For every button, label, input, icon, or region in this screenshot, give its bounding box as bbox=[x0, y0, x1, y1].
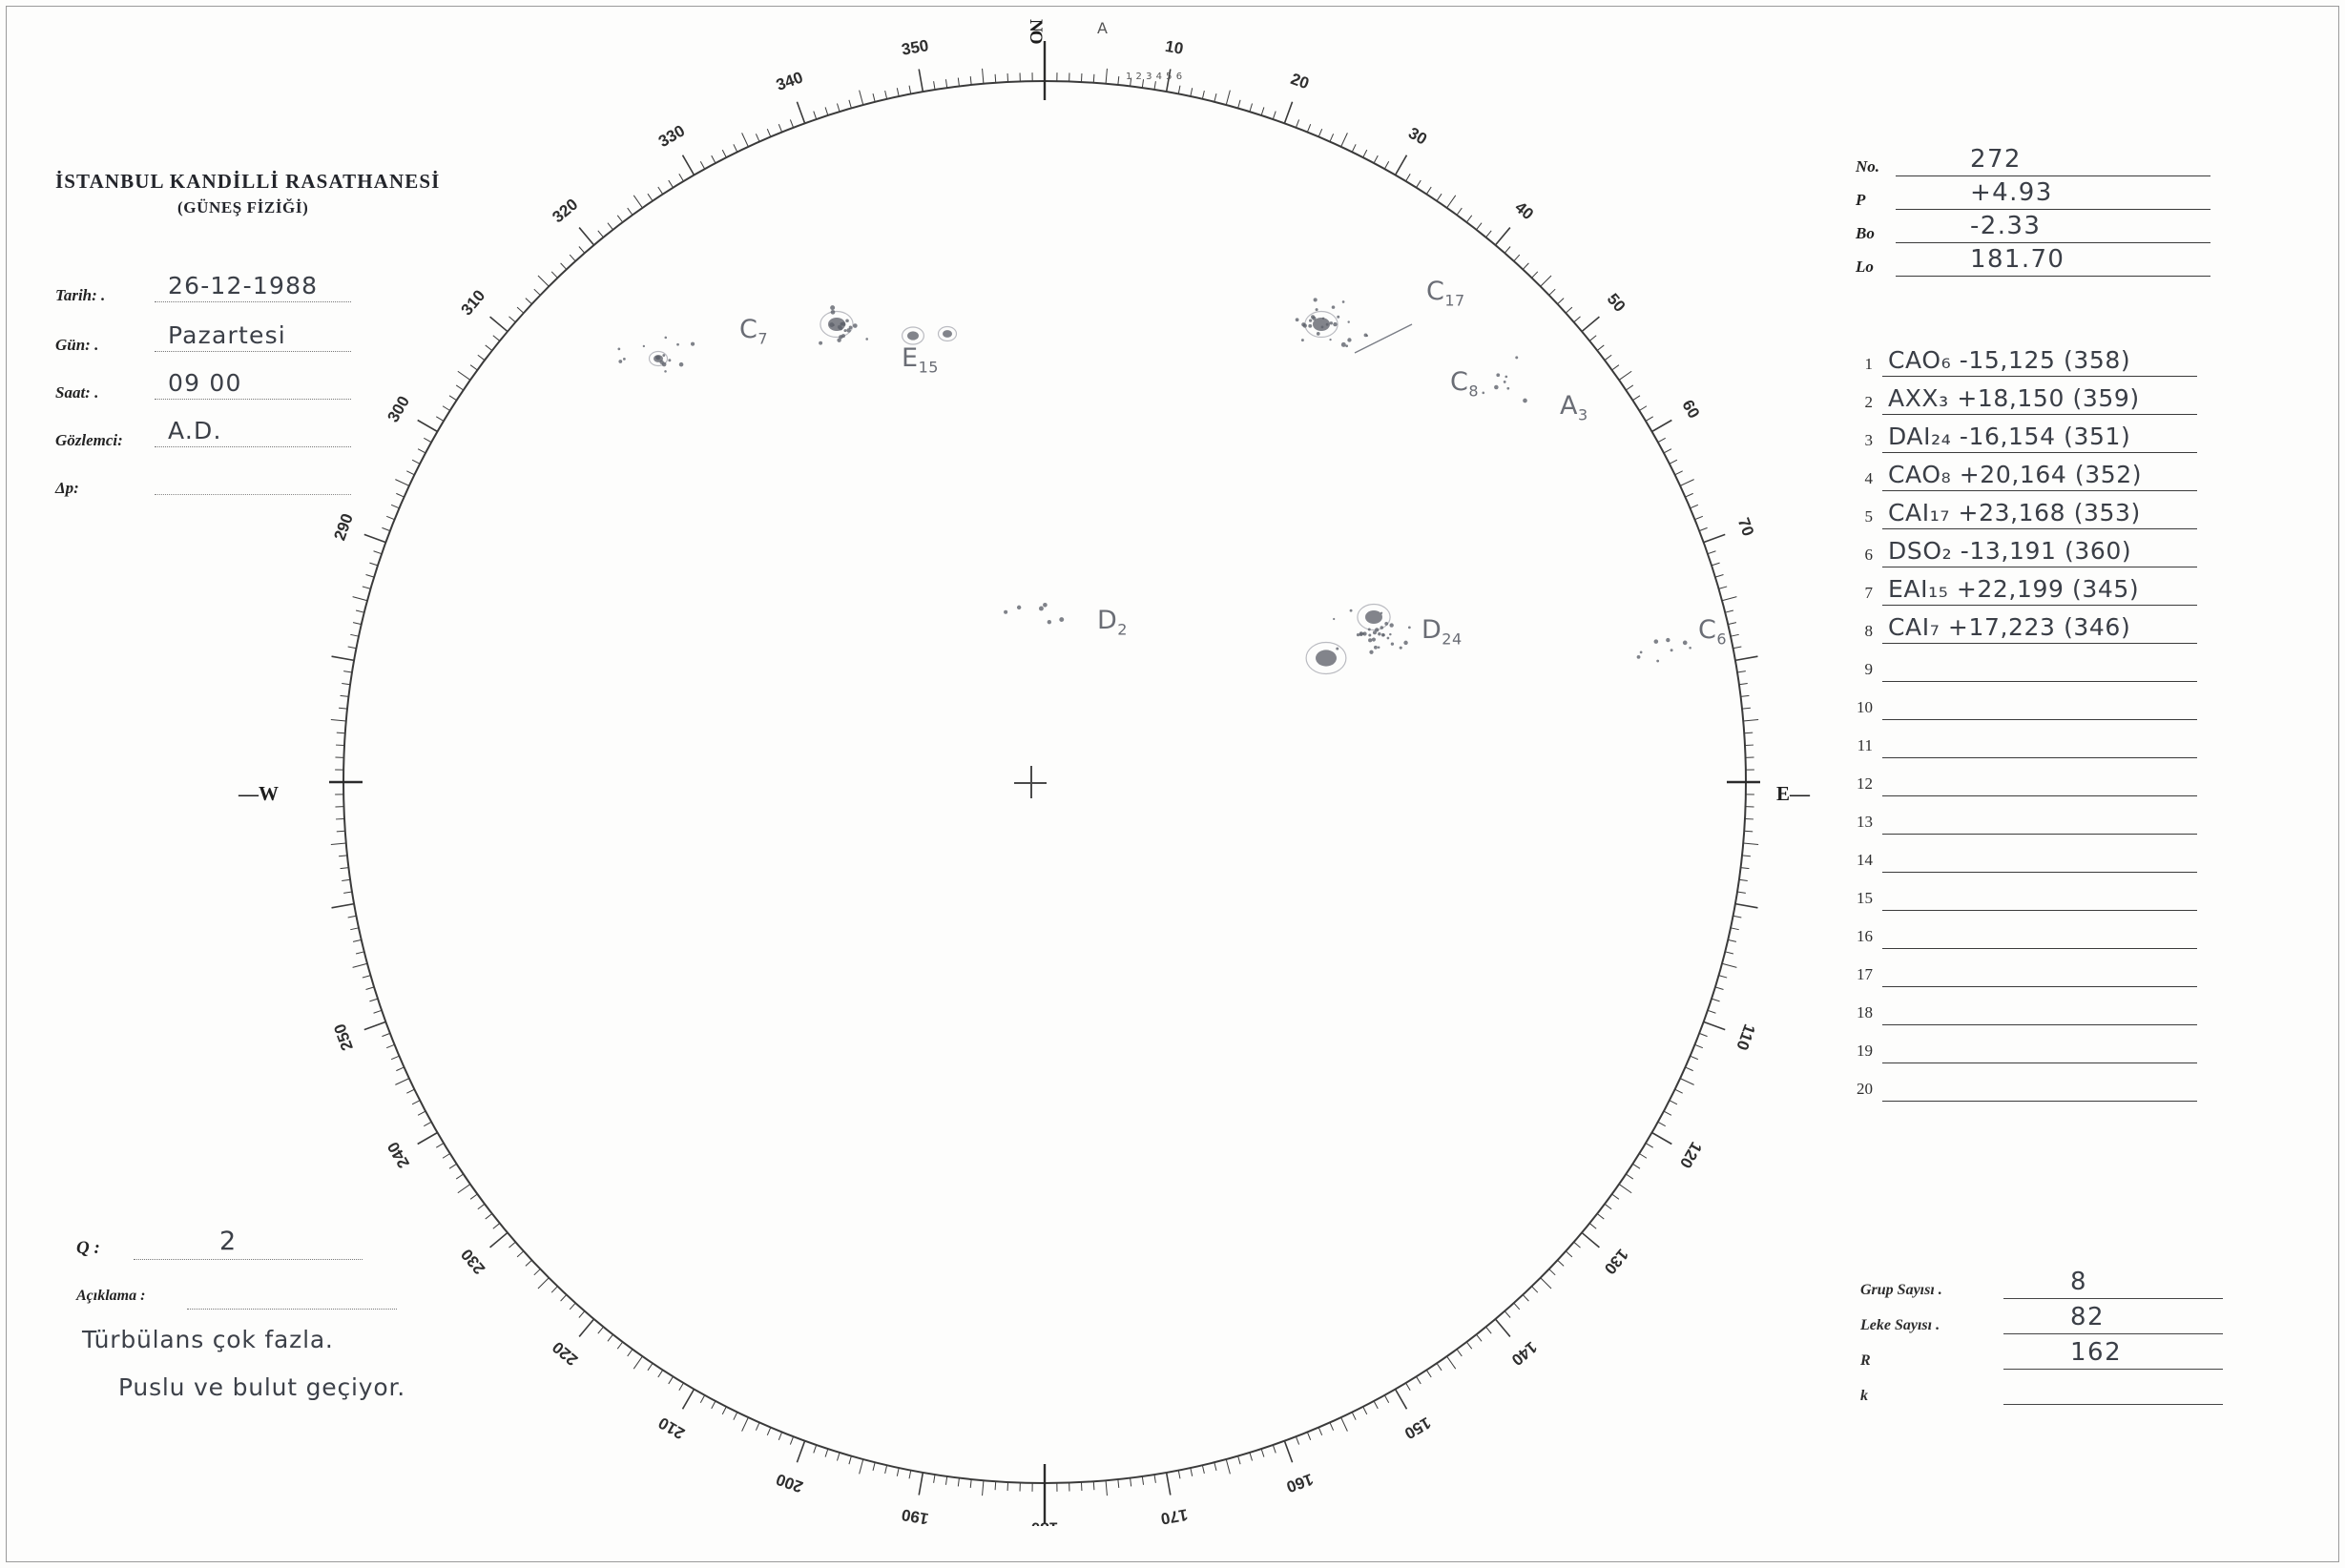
field-time bbox=[55, 369, 351, 402]
list-line[interactable] bbox=[1882, 913, 2197, 949]
param-lo-label: Lo bbox=[1856, 258, 1874, 276]
list-index: 12 bbox=[1857, 774, 1873, 793]
sunspot-group-list bbox=[1846, 339, 2197, 1102]
svg-text:230: 230 bbox=[457, 1245, 489, 1278]
svg-text:140: 140 bbox=[1507, 1337, 1541, 1370]
svg-text:200: 200 bbox=[773, 1470, 806, 1496]
list-line[interactable] bbox=[1882, 531, 2197, 567]
list-line[interactable] bbox=[1882, 608, 2197, 644]
list-text: EAI₁₅ +22,199 (345) bbox=[1888, 575, 2140, 603]
list-index: 18 bbox=[1857, 1003, 1873, 1021]
disk-group-label bbox=[1422, 615, 1463, 648]
list-item bbox=[1846, 529, 2197, 567]
list-item bbox=[1846, 873, 2197, 911]
svg-text:40: 40 bbox=[1511, 197, 1538, 224]
svg-text:30: 30 bbox=[1405, 123, 1430, 149]
field-delta-p-line[interactable] bbox=[155, 469, 351, 495]
total-spots-line[interactable] bbox=[2003, 1301, 2223, 1334]
list-index: 9 bbox=[1864, 660, 1873, 678]
field-day bbox=[55, 321, 351, 355]
organization-title: İSTANBUL KANDİLLİ RASATHANESİ bbox=[55, 170, 441, 193]
list-item bbox=[1846, 491, 2197, 529]
param-row-p bbox=[1856, 176, 2210, 210]
list-item bbox=[1846, 339, 2197, 377]
field-delta-p bbox=[55, 469, 351, 498]
disk-group-count: 3 bbox=[1577, 405, 1588, 424]
list-index: 6 bbox=[1864, 546, 1873, 564]
total-k-line[interactable] bbox=[2003, 1372, 2223, 1405]
list-text: CAI₇ +17,223 (346) bbox=[1888, 613, 2131, 641]
list-text: DAI₂₄ -16,154 (351) bbox=[1888, 423, 2131, 450]
svg-text:220: 220 bbox=[549, 1337, 582, 1370]
svg-text:250: 250 bbox=[330, 1021, 357, 1054]
list-index: 13 bbox=[1857, 813, 1873, 831]
list-item bbox=[1846, 453, 2197, 491]
disk-group-letter: D bbox=[1097, 606, 1118, 635]
param-lo-line[interactable] bbox=[1896, 245, 2210, 277]
disk-group-letter: C bbox=[1450, 367, 1469, 397]
scale-note: 1 2 3 4 5 6 bbox=[1126, 72, 1183, 82]
list-line[interactable] bbox=[1882, 417, 2197, 453]
north-label: NO bbox=[1026, 19, 1046, 43]
list-item bbox=[1846, 644, 2197, 682]
field-date-line[interactable] bbox=[155, 272, 351, 302]
total-row-groups bbox=[1860, 1264, 2223, 1299]
total-row-spots bbox=[1860, 1299, 2223, 1334]
disk-group-label bbox=[1426, 277, 1465, 309]
explanation-label: Açıklama : bbox=[76, 1288, 146, 1304]
list-line[interactable] bbox=[1882, 455, 2197, 491]
total-groups-line[interactable] bbox=[2003, 1266, 2223, 1299]
list-item bbox=[1846, 949, 2197, 987]
quality-value: 2 bbox=[219, 1227, 238, 1256]
list-line[interactable] bbox=[1882, 798, 2197, 835]
field-day-value: Pazartesi bbox=[168, 321, 286, 349]
field-observer-line[interactable] bbox=[155, 417, 351, 447]
field-day-label: Gün: . bbox=[55, 336, 99, 354]
list-index: 7 bbox=[1864, 584, 1873, 602]
list-line[interactable] bbox=[1882, 722, 2197, 758]
list-text: CAI₁₇ +23,168 (353) bbox=[1888, 499, 2141, 526]
list-index: 8 bbox=[1864, 622, 1873, 640]
list-index: 10 bbox=[1857, 698, 1873, 716]
list-item bbox=[1846, 720, 2197, 758]
list-index: 14 bbox=[1857, 851, 1873, 869]
totals-block bbox=[1860, 1264, 2223, 1405]
svg-text:330: 330 bbox=[654, 121, 689, 152]
param-p-value: +4.93 bbox=[1970, 178, 2053, 207]
parameters-block bbox=[1856, 143, 2210, 277]
disk-group-count: 8 bbox=[1468, 382, 1480, 401]
list-text: CAO₆ -15,125 (358) bbox=[1888, 346, 2131, 374]
list-text: DSO₂ -13,191 (360) bbox=[1888, 537, 2132, 565]
svg-text:70: 70 bbox=[1733, 515, 1758, 539]
list-index: 17 bbox=[1857, 965, 1873, 983]
total-row-r bbox=[1860, 1334, 2223, 1370]
list-item bbox=[1846, 1025, 2197, 1063]
list-line[interactable] bbox=[1882, 379, 2197, 415]
svg-text:180 bbox=[1031, 1519, 1058, 1526]
svg-text:240: 240 bbox=[384, 1138, 414, 1172]
total-r-line[interactable] bbox=[2003, 1336, 2223, 1370]
list-text: AXX₃ +18,150 (359) bbox=[1888, 384, 2140, 412]
list-index: 15 bbox=[1857, 889, 1873, 907]
svg-text:350: 350 bbox=[900, 38, 930, 59]
svg-text:190: 190 bbox=[900, 1505, 930, 1526]
list-item bbox=[1846, 835, 2197, 873]
svg-text:120: 120 bbox=[1675, 1138, 1706, 1172]
list-line[interactable] bbox=[1882, 340, 2197, 377]
quality-line[interactable] bbox=[134, 1230, 363, 1260]
list-line[interactable] bbox=[1882, 646, 2197, 682]
svg-text:10: 10 bbox=[1163, 38, 1185, 58]
list-item bbox=[1846, 606, 2197, 644]
list-text: CAO₈ +20,164 (352) bbox=[1888, 461, 2143, 488]
list-index: 19 bbox=[1857, 1042, 1873, 1060]
disk-group-count: 24 bbox=[1442, 629, 1463, 649]
svg-text:60: 60 bbox=[1678, 397, 1704, 422]
list-line[interactable] bbox=[1882, 1027, 2197, 1063]
disk-group-label bbox=[1097, 606, 1128, 638]
list-item bbox=[1846, 682, 2197, 720]
total-groups-label: Grup Sayısı . bbox=[1860, 1282, 1942, 1298]
field-observer-value: A.D. bbox=[168, 417, 222, 444]
list-line[interactable] bbox=[1882, 875, 2197, 911]
svg-text:320: 320 bbox=[549, 195, 582, 227]
svg-text:210: 210 bbox=[654, 1413, 689, 1443]
list-line[interactable] bbox=[1882, 836, 2197, 873]
list-index: 5 bbox=[1864, 507, 1873, 526]
field-time-value: 09 00 bbox=[168, 369, 242, 397]
svg-text:160: 160 bbox=[1283, 1470, 1317, 1496]
list-item bbox=[1846, 567, 2197, 606]
disk-group-count: 7 bbox=[757, 329, 769, 348]
svg-text:150: 150 bbox=[1401, 1413, 1435, 1443]
organization-subtitle: (GÜNEŞ FİZİĞİ) bbox=[177, 198, 309, 217]
total-r-label: R bbox=[1860, 1352, 1871, 1369]
param-row-lo bbox=[1856, 243, 2210, 277]
svg-text:130: 130 bbox=[1600, 1245, 1632, 1278]
disk-group-label bbox=[1450, 367, 1479, 400]
disk-group-letter: C bbox=[1426, 277, 1445, 306]
disk-group-label bbox=[739, 315, 768, 347]
disk-group-letter: A bbox=[1560, 391, 1578, 421]
disk-group-letter: D bbox=[1422, 615, 1442, 645]
field-day-line[interactable] bbox=[155, 321, 351, 352]
disk-group-count: 17 bbox=[1444, 291, 1465, 310]
list-line[interactable] bbox=[1882, 951, 2197, 987]
svg-text:170: 170 bbox=[1159, 1505, 1190, 1526]
param-no-line[interactable] bbox=[1896, 145, 2210, 176]
param-p-label: P bbox=[1856, 191, 1866, 209]
east-label: E— bbox=[1776, 782, 1811, 805]
param-lo-value: 181.70 bbox=[1970, 245, 2065, 274]
svg-text:20: 20 bbox=[1288, 69, 1312, 93]
svg-text:110: 110 bbox=[1733, 1021, 1759, 1053]
field-time-label: Saat: . bbox=[55, 383, 99, 402]
disk-group-letter: C bbox=[739, 315, 758, 344]
arrow-label: A bbox=[1097, 19, 1108, 37]
param-row-bo bbox=[1856, 210, 2210, 243]
quality-label: Q : bbox=[76, 1238, 100, 1258]
field-observer-label: Gözlemci: bbox=[55, 431, 123, 449]
svg-text:50: 50 bbox=[1603, 289, 1629, 316]
disk-group-letter: E bbox=[902, 343, 919, 373]
list-line[interactable] bbox=[1882, 760, 2197, 796]
explanation-note-line-2: Puslu ve bulut geçiyor. bbox=[118, 1373, 405, 1401]
disk-group-count: 6 bbox=[1716, 629, 1728, 649]
field-observer bbox=[55, 417, 351, 450]
field-delta-p-label: Δp: bbox=[55, 479, 79, 497]
param-no-value: 272 bbox=[1970, 145, 2022, 174]
param-p-line[interactable] bbox=[1896, 178, 2210, 210]
total-groups-value: 8 bbox=[2070, 1268, 2088, 1296]
list-index: 11 bbox=[1857, 736, 1873, 754]
svg-text:290: 290 bbox=[330, 510, 357, 544]
svg-text:300: 300 bbox=[384, 392, 414, 426]
disk-group-count: 15 bbox=[918, 358, 939, 377]
param-bo-line[interactable] bbox=[1896, 212, 2210, 243]
list-index: 3 bbox=[1864, 431, 1873, 449]
field-time-line[interactable] bbox=[155, 369, 351, 400]
disk-group-count: 2 bbox=[1117, 620, 1128, 639]
disk-group-label bbox=[902, 343, 939, 376]
total-k-label: k bbox=[1860, 1388, 1868, 1404]
list-line[interactable] bbox=[1882, 684, 2197, 720]
total-r-value: 162 bbox=[2070, 1338, 2123, 1367]
param-bo-value: -2.33 bbox=[1970, 212, 2042, 240]
disk-group-label bbox=[1698, 615, 1727, 648]
param-no-label: No. bbox=[1856, 157, 1880, 175]
param-bo-label: Bo bbox=[1856, 224, 1875, 242]
list-index: 1 bbox=[1864, 355, 1873, 373]
list-line[interactable] bbox=[1882, 1065, 2197, 1102]
disk-group-label bbox=[1560, 391, 1588, 423]
list-item bbox=[1846, 911, 2197, 949]
list-item bbox=[1846, 758, 2197, 796]
explanation-note-line-1: Türbülans çok fazla. bbox=[82, 1326, 334, 1353]
list-line[interactable] bbox=[1882, 493, 2197, 529]
disk-group-letter: C bbox=[1698, 615, 1717, 645]
west-label: —W bbox=[239, 782, 279, 805]
total-spots-value: 82 bbox=[2070, 1303, 2106, 1331]
list-line[interactable] bbox=[1882, 989, 2197, 1025]
list-item bbox=[1846, 415, 2197, 453]
list-index: 4 bbox=[1864, 469, 1873, 487]
total-row-k bbox=[1860, 1370, 2223, 1405]
list-item bbox=[1846, 796, 2197, 835]
list-item bbox=[1846, 377, 2197, 415]
total-spots-label: Leke Sayısı . bbox=[1860, 1317, 1940, 1333]
svg-text:340: 340 bbox=[773, 68, 806, 94]
list-index: 20 bbox=[1857, 1080, 1873, 1098]
list-index: 2 bbox=[1864, 393, 1873, 411]
list-line[interactable] bbox=[1882, 569, 2197, 606]
param-row-no bbox=[1856, 143, 2210, 176]
svg-text:310: 310 bbox=[457, 286, 489, 320]
list-item bbox=[1846, 1063, 2197, 1102]
field-date-label: Tarih: . bbox=[55, 286, 106, 304]
list-item bbox=[1846, 987, 2197, 1025]
list-index: 16 bbox=[1857, 927, 1873, 945]
field-date bbox=[55, 272, 351, 305]
field-date-value: 26-12-1988 bbox=[168, 272, 319, 299]
